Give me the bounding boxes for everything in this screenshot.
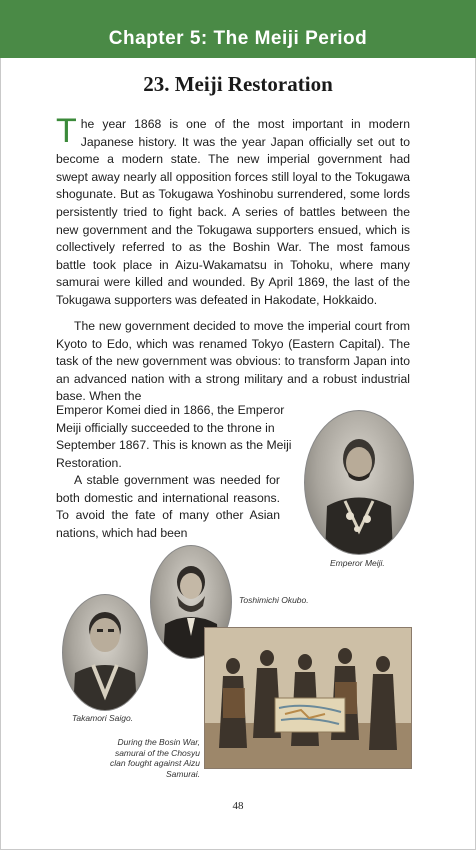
paragraph-3: Emperor Komei died in 1866, the Emperor Meiji officially succeeded to the throne in September 1867. This is known as the Meiji Restoration.	[56, 403, 292, 470]
caption-takamori-saigo: Takamori Saigo.	[72, 713, 134, 723]
paragraph-4: A stable government was needed for both domestic and international reasons. To avoid the fate of many other Asian nations, which had been	[56, 473, 280, 540]
chapter-title: Chapter 5: The Meiji Period	[108, 28, 368, 49]
drop-cap: T	[56, 112, 77, 150]
paragraph-1-text: he year 1868 is one of the most important in modern Japanese history. It was the year Japan officially set out to become a modern state. The new imperial government had swept away nearly all opposition forces still loyal to the Tokugawa shogunate. But as Tokugawa Yoshinobu surrendered, some lords persistently tried to fight back. A series of battles between the new government and the Tokugawa supporters ensued, which is collectively referred to as the Boshin War. The most famous battle took place in Aizu-Wakamatsu in Tohoku, where many samurai were killed and wounded. By April 1869, the last of the Tokugawa supporters was defeated in Hakodate, Hokkaido.	[56, 117, 410, 307]
page-number: 48	[232, 800, 244, 812]
boshin-war-samurai-photo	[204, 627, 412, 769]
emperor-meiji-portrait	[304, 410, 414, 555]
takamori-saigo-portrait	[62, 594, 148, 711]
section-title: 23. Meiji Restoration	[143, 72, 333, 96]
paragraph-2: The new government decided to move the imperial court from Kyoto to Edo, which was renamed Tokyo (Eastern Capital). The task of the new government was obvious: to transform Japan into an advanced nation with a strong military and a robust industrial base. When the	[56, 319, 410, 404]
paragraph-1	[56, 112, 410, 310]
caption-boshin-war: During the Bosin War, samurai of the Chosyu clan fought against Aizu Samurai.	[110, 737, 200, 779]
chapter-banner	[0, 0, 476, 58]
caption-emperor-meiji: Emperor Meiji.	[330, 558, 385, 568]
caption-toshimichi-okubo: Toshimichi Okubo.	[239, 595, 309, 605]
